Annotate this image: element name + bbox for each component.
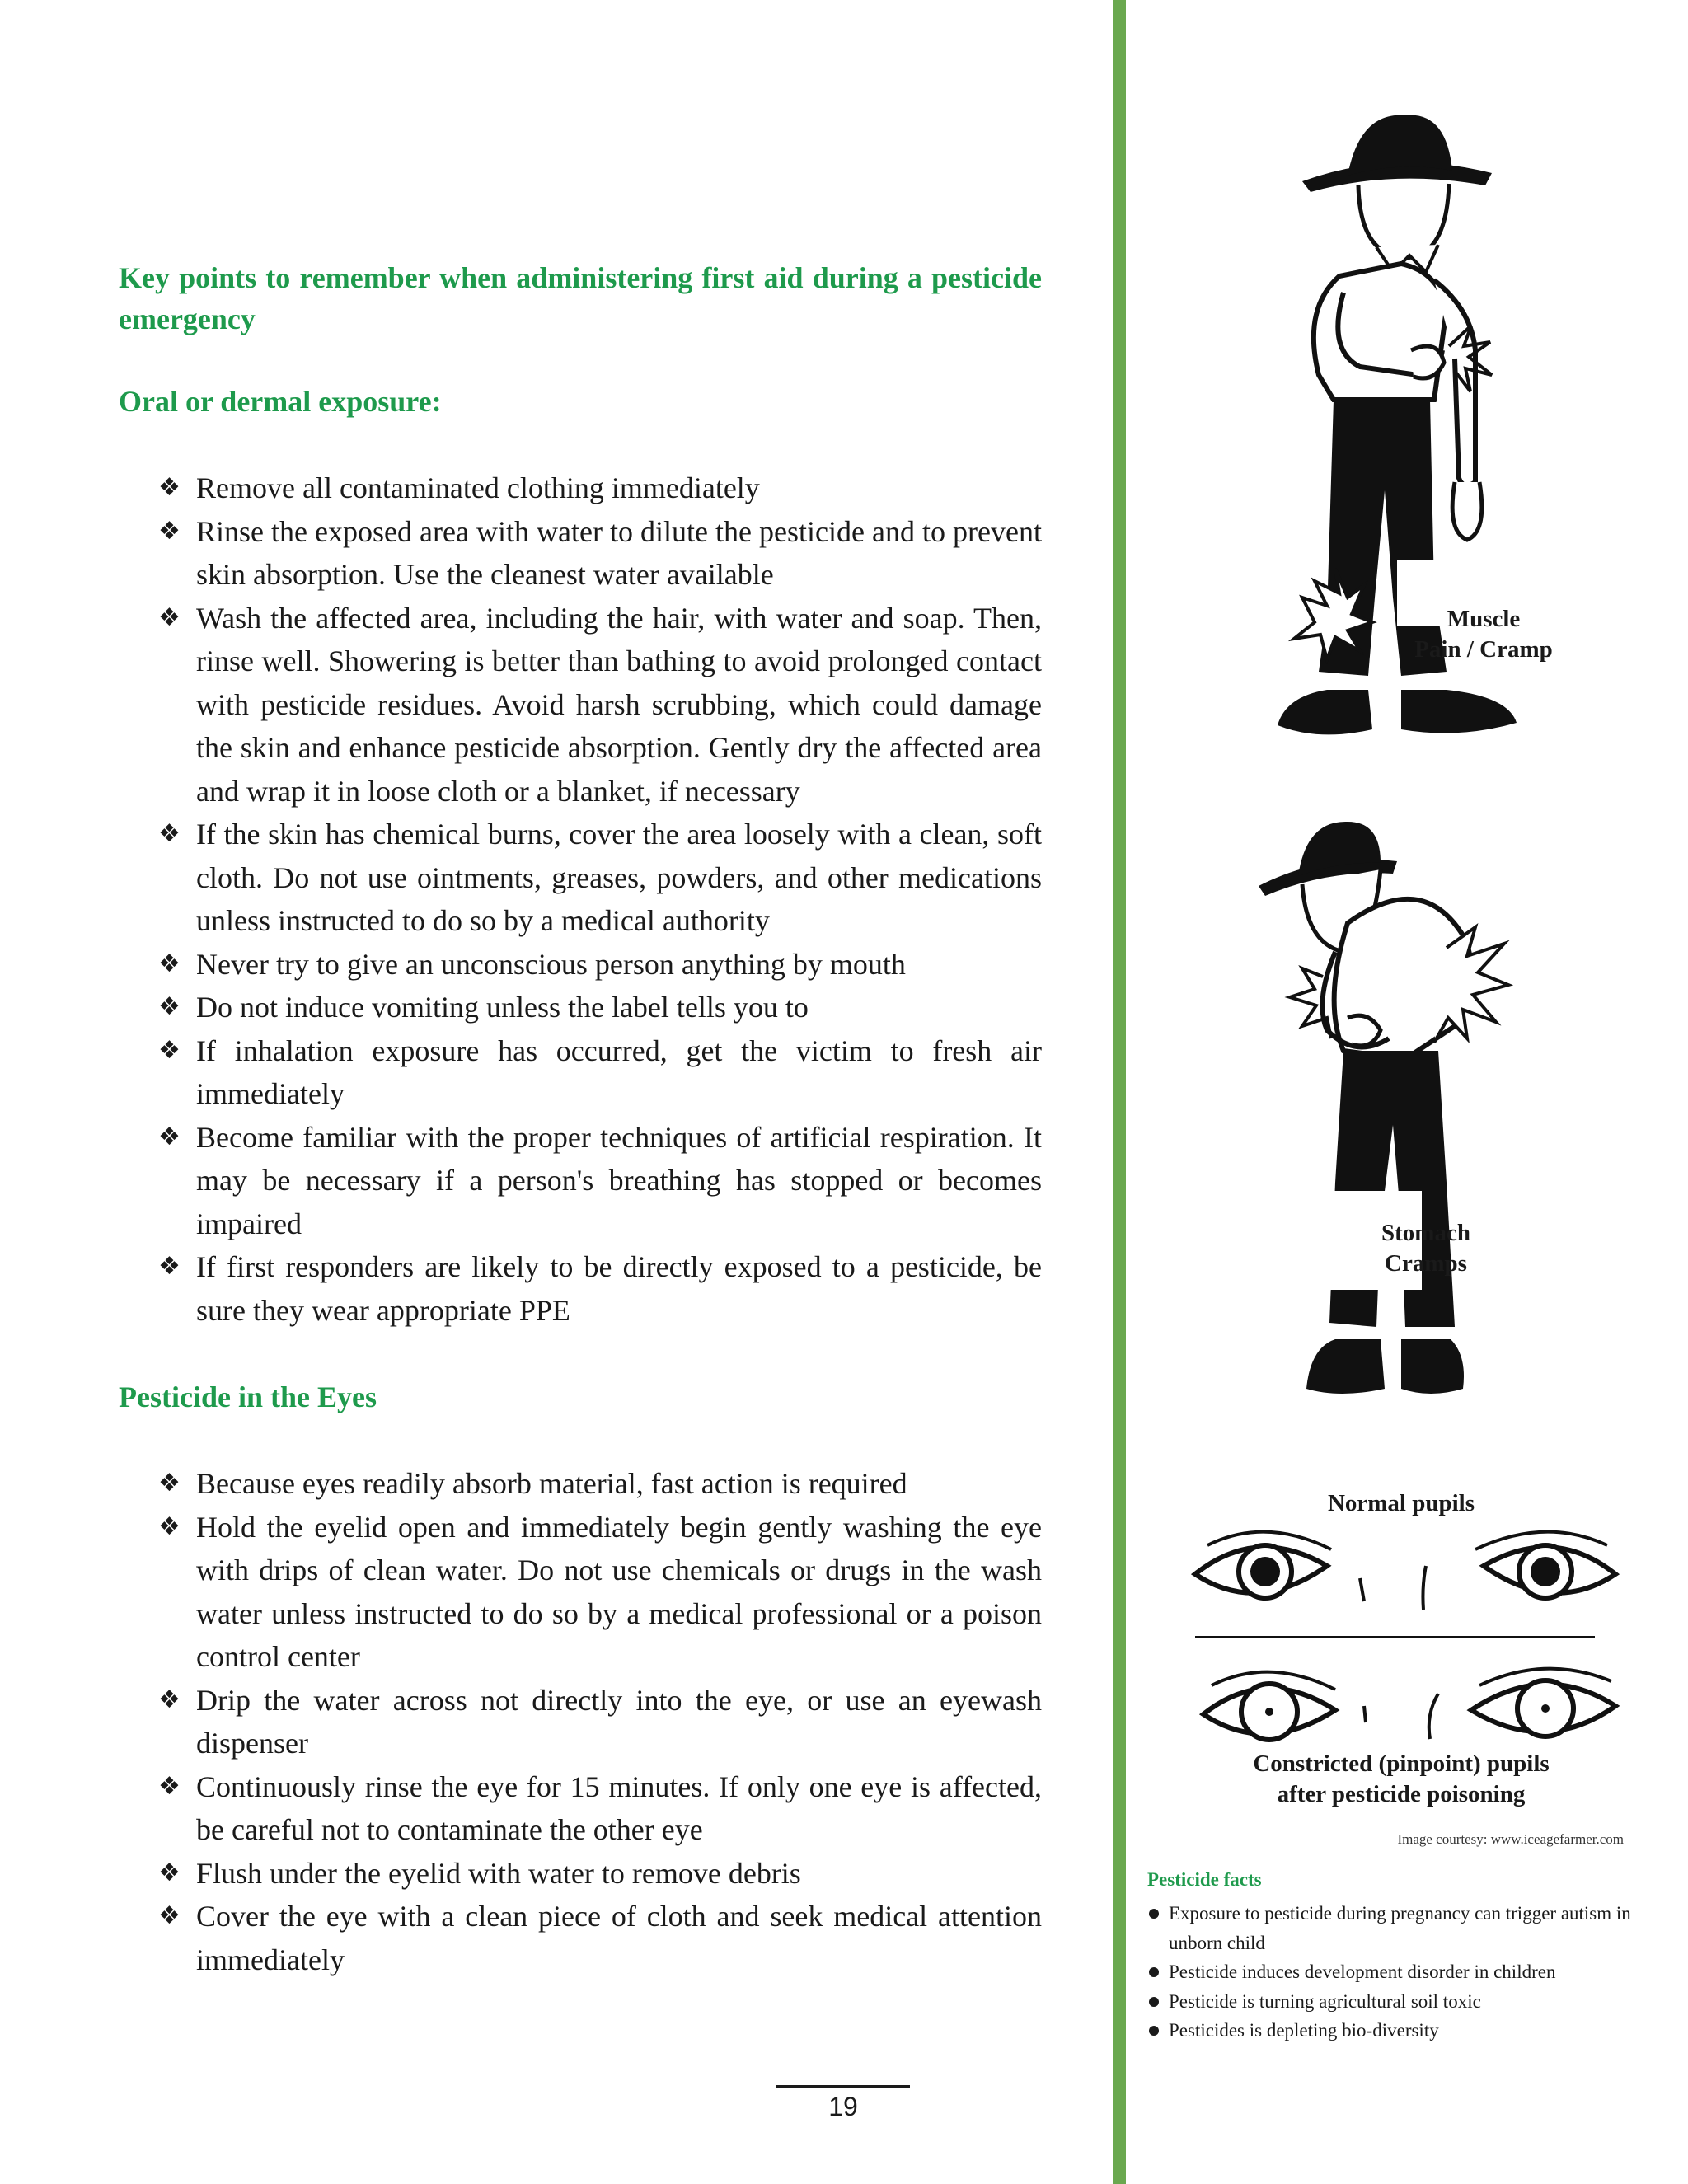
bullet-icon: ❖ <box>158 1469 181 1497</box>
main-content <box>119 257 1042 1981</box>
bullet-icon: ❖ <box>158 516 181 546</box>
list-item: ❖ Remove all contaminated clothing immediately <box>119 466 1042 510</box>
bullet-icon: ❖ <box>158 602 181 632</box>
list-item: ❖ Continuously rinse the eye for 15 minutes. If only one eye is affected, be careful not to contaminate the other eye <box>119 1765 1042 1852</box>
section-title-oral: Oral or dermal exposure: <box>119 385 442 418</box>
image-credit: Image courtesy: www.iceagefarmer.com <box>1397 1831 1624 1847</box>
list-item: ❖ Hold the eyelid open and immediately begin gently washing the eye with drips of clean water. Do not use chemicals or drugs in the wash water unless instructed to do so by a medical professional or a poison control center <box>119 1506 1042 1679</box>
constricted-caption-line2: after pesticide poisoning <box>1277 1781 1526 1807</box>
list-item: Pesticides is depleting bio-diversity <box>1147 2016 1642 2046</box>
stomach-cramp-illustration <box>1257 812 1537 1430</box>
bullet-icon: ❖ <box>158 992 181 1021</box>
page-number: 19 <box>828 2092 858 2121</box>
list-item: ❖ If the skin has chemical burns, cover the area loosely with a clean, soft cloth. Do not use ointments, greases, powders, and other medications unless instructed to do so by a medical authority <box>119 813 1042 943</box>
list-item: Exposure to pesticide during pregnancy can trigger autism in unborn child <box>1147 1899 1642 1957</box>
bullet-icon: ❖ <box>158 473 181 502</box>
muscle-caption-line2: Pain / Cramp <box>1414 636 1553 663</box>
main-heading: Key points to remember when administering first aid during a pesticide emergency <box>119 261 1042 335</box>
list-item: Pesticide is turning agricultural soil toxic <box>1147 1987 1642 2017</box>
green-divider-bar <box>1113 0 1126 2184</box>
constricted-pupils-caption <box>1187 1749 1615 1810</box>
list-item: ❖ If inhalation exposure has occurred, get the victim to fresh air immediately <box>119 1029 1042 1116</box>
muscle-caption-line1: Muscle <box>1447 606 1521 632</box>
oral-exposure-list <box>119 466 1042 1332</box>
list-item: ❖ Rinse the exposed area with water to dilute the pesticide and to prevent skin absorption. Use the cleanest water available <box>119 510 1042 597</box>
bullet-icon: ❖ <box>158 819 181 848</box>
section-title-eyes: Pesticide in the Eyes <box>119 1380 377 1413</box>
facts-title: Pesticide facts <box>1147 1869 1262 1890</box>
list-item: ❖ If first responders are likely to be directly exposed to a pesticide, be sure they wear appropriate PPE <box>119 1245 1042 1332</box>
list-item: ❖ Never try to give an unconscious person anything by mouth <box>119 943 1042 987</box>
normal-pupils-eyes <box>1191 1529 1620 1619</box>
pesticide-facts-box <box>1147 1869 1642 2046</box>
constricted-pupils-eyes <box>1199 1661 1620 1755</box>
stomach-caption-line2: Cramps <box>1385 1250 1467 1277</box>
bullet-icon: ❖ <box>158 1035 181 1065</box>
bullet-icon: ❖ <box>158 949 181 978</box>
list-item: ❖ Because eyes readily absorb material, fast action is required <box>119 1462 1042 1506</box>
eye-exposure-list <box>119 1462 1042 1981</box>
normal-pupils-caption: Normal pupils <box>1327 1490 1475 1516</box>
facts-list <box>1147 1899 1642 2046</box>
bullet-icon: ❖ <box>158 1511 181 1541</box>
bullet-icon: ❖ <box>158 1858 181 1887</box>
list-item: ❖ Wash the affected area, including the hair, with water and soap. Then, rinse well. Showering is better than bathing to avoid prolonged contact with pesticide residues. Avoid harsh scrubbing, which could damage the skin and enhance pesticide absorption. Gently dry the affected area and wrap it in loose cloth or a blanket, if necessary <box>119 597 1042 813</box>
bullet-icon: ❖ <box>158 1252 181 1281</box>
constricted-caption-line1: Constricted (pinpoint) pupils <box>1253 1750 1550 1777</box>
pupil-divider-line <box>1195 1636 1595 1638</box>
bullet-icon: ❖ <box>158 1685 181 1714</box>
page-number-rule <box>776 2085 910 2088</box>
muscle-caption <box>1393 604 1574 665</box>
list-item: ❖ Do not induce vomiting unless the label tells you to <box>119 986 1042 1029</box>
stomach-caption-line1: Stomach <box>1381 1220 1470 1246</box>
bullet-icon: ❖ <box>158 1771 181 1801</box>
list-item: ❖ Cover the eye with a clean piece of cloth and seek medical attention immediately <box>119 1895 1042 1981</box>
list-item: ❖ Drip the water across not directly into the eye, or use an eyewash dispenser <box>119 1679 1042 1765</box>
list-item: Pesticide induces development disorder in children <box>1147 1957 1642 1987</box>
bullet-icon: ❖ <box>158 1122 181 1151</box>
list-item: ❖ Become familiar with the proper techniques of artificial respiration. It may be necessary if a person's breathing has stopped or becomes impaired <box>119 1116 1042 1246</box>
bullet-icon: ❖ <box>158 1901 181 1930</box>
stomach-caption <box>1335 1218 1517 1279</box>
list-item: ❖ Flush under the eyelid with water to remove debris <box>119 1852 1042 1896</box>
